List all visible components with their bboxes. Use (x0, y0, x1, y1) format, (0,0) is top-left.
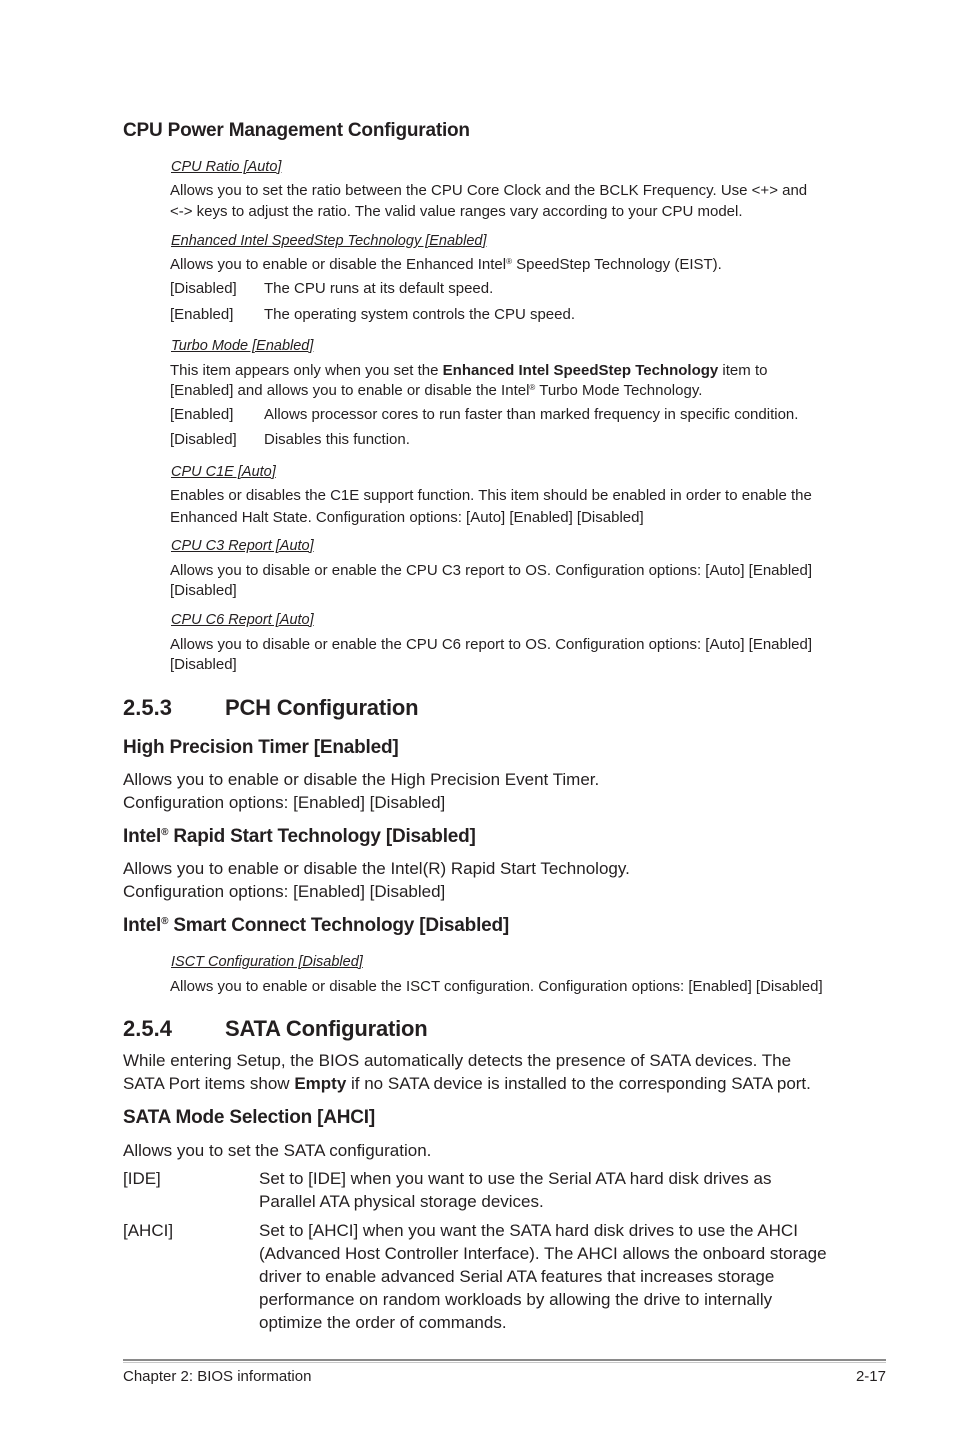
c1e-desc-1: Enables or disables the C1E support function. This item should be enabled in order to enable the (170, 487, 812, 504)
section-number: 2.5.3 (123, 695, 172, 720)
c3-desc-2: [Disabled] (170, 582, 237, 599)
turbo-title: Turbo Mode [Enabled] (171, 338, 314, 354)
ahci-desc-line: Set to [AHCI] when you want the SATA hard disk drives to use the AHCI (259, 1221, 798, 1240)
section-title: SATA Configuration (225, 1016, 428, 1041)
hpet-desc-2: Configuration options: [Enabled] [Disabled] (123, 793, 446, 812)
isct-title: ISCT Configuration [Disabled] (171, 954, 363, 970)
cpu-ratio-desc-1: Allows you to set the ratio between the CPU Core Clock and the BCLK Frequency. Use <+> and (170, 182, 808, 199)
rapid-start-desc-1: Allows you to enable or disable the Intel(R) Rapid Start Technology. (123, 859, 630, 878)
sata-mode-heading: SATA Mode Selection [AHCI] (123, 1107, 376, 1128)
sata-mode-desc: Allows you to set the SATA configuration. (123, 1141, 432, 1160)
hpet-heading: High Precision Timer [Enabled] (123, 737, 399, 758)
eist-option-key: [Enabled] (170, 306, 234, 323)
turbo-desc-1: This item appears only when you set the Enhanced Intel SpeedStep Technology item to (170, 362, 768, 379)
eist-desc: Allows you to enable or disable the Enhanced Intel® SpeedStep Technology (EIST). (170, 256, 722, 273)
cpu-power-heading: CPU Power Management Configuration (123, 120, 470, 141)
sata-intro-1: While entering Setup, the BIOS automatically detects the presence of SATA devices. The (123, 1051, 792, 1070)
ahci-desc-line: (Advanced Host Controller Interface). The AHCI allows the onboard storage (259, 1244, 827, 1263)
ahci-key: [AHCI] (123, 1221, 174, 1240)
sata-intro-2: SATA Port items show Empty if no SATA device is installed to the corresponding SATA port. (123, 1074, 811, 1093)
footer-rule (123, 1359, 886, 1361)
cpu-ratio-desc-2: <-> keys to adjust the ratio. The valid value ranges vary according to your CPU model. (170, 203, 743, 220)
eist-title: Enhanced Intel SpeedStep Technology [Enabled] (171, 233, 487, 249)
footer-page-number: 2-17 (855, 1368, 886, 1385)
c6-title: CPU C6 Report [Auto] (171, 612, 314, 628)
footer-chapter: Chapter 2: BIOS information (123, 1368, 312, 1385)
c6-desc-1: Allows you to disable or enable the CPU C6 report to OS. Configuration options: [Auto] [Enabled] (170, 636, 813, 653)
smart-connect-heading: Intel® Smart Connect Technology [Disabled] (123, 915, 510, 936)
section-title: PCH Configuration (225, 695, 419, 720)
turbo-option-text: Allows processor cores to run faster than marked frequency in specific condition. (264, 406, 799, 423)
rapid-start-desc-2: Configuration options: [Enabled] [Disabled] (123, 882, 446, 901)
ide-desc-line: Parallel ATA physical storage devices. (259, 1192, 544, 1211)
ahci-desc-line: optimize the order of commands. (259, 1313, 507, 1332)
section-number: 2.5.4 (123, 1016, 172, 1041)
c6-desc-2: [Disabled] (170, 656, 237, 673)
turbo-desc-2: [Enabled] and allows you to enable or disable the Intel® Turbo Mode Technology. (170, 382, 703, 399)
cpu-ratio-title: CPU Ratio [Auto] (171, 159, 282, 175)
ide-key: [IDE] (123, 1169, 161, 1188)
rapid-start-heading: Intel® Rapid Start Technology [Disabled] (123, 826, 476, 847)
eist-option-text: The operating system controls the CPU speed. (264, 306, 575, 323)
footer-rule-shadow (123, 1362, 886, 1363)
turbo-option-key: [Enabled] (170, 406, 234, 423)
turbo-option-key: [Disabled] (170, 431, 237, 448)
hpet-desc-1: Allows you to enable or disable the High Precision Event Timer. (123, 770, 600, 789)
turbo-option-text: Disables this function. (264, 431, 410, 448)
c1e-desc-2: Enhanced Halt State. Configuration options: [Auto] [Enabled] [Disabled] (170, 509, 644, 526)
c3-desc-1: Allows you to disable or enable the CPU C3 report to OS. Configuration options: [Auto] [Enabled] (170, 562, 813, 579)
eist-option-text: The CPU runs at its default speed. (264, 280, 494, 297)
eist-option-key: [Disabled] (170, 280, 237, 297)
ide-desc-line: Set to [IDE] when you want to use the Serial ATA hard disk drives as (259, 1169, 772, 1188)
ahci-desc-line: driver to enable advanced Serial ATA features that increases storage (259, 1267, 775, 1286)
c3-title: CPU C3 Report [Auto] (171, 538, 314, 554)
isct-desc: Allows you to enable or disable the ISCT configuration. Configuration options: [Enabled] [Disabled] (170, 978, 823, 995)
ahci-desc-line: performance on random workloads by allowing the drive to internally (259, 1290, 773, 1309)
c1e-title: CPU C1E [Auto] (171, 464, 276, 480)
